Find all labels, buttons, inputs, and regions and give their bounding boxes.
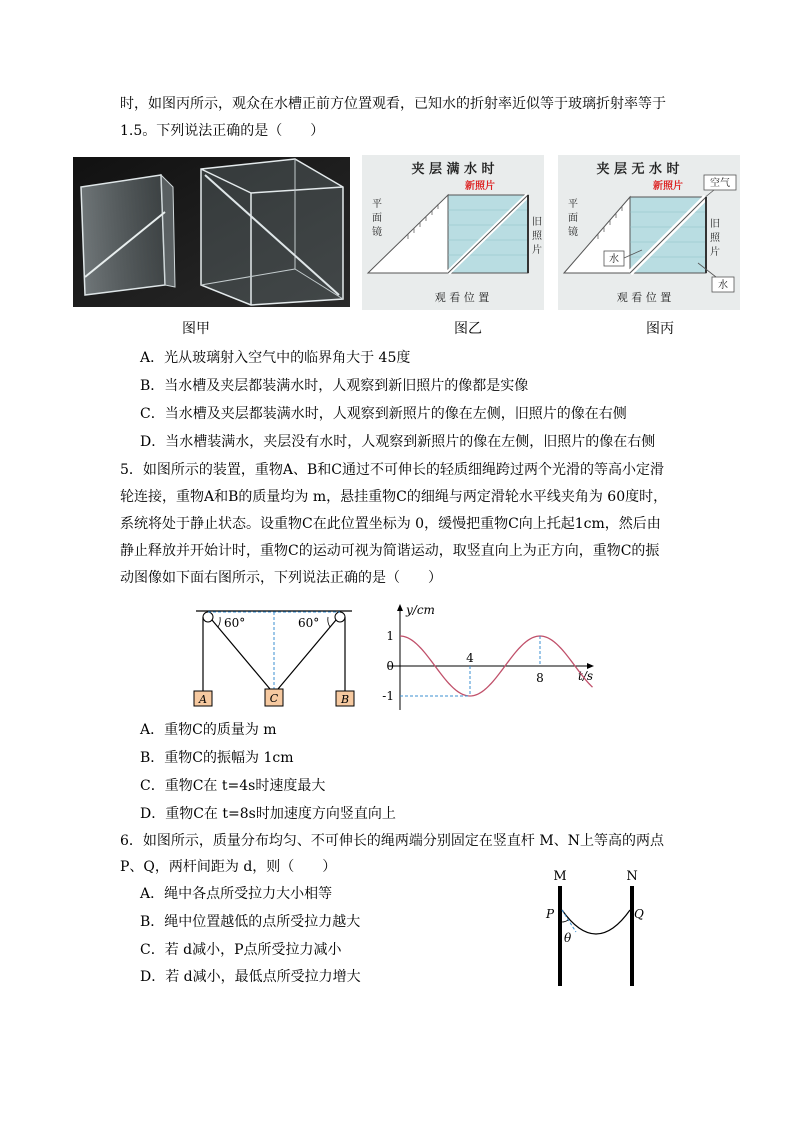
q6-label-theta: θ	[564, 931, 572, 945]
fig-c-old-2: 照	[710, 233, 720, 244]
q5-label-c: C	[269, 692, 279, 705]
x-axis-label: t/s	[578, 669, 594, 683]
y-axis-arrow	[397, 604, 403, 611]
q6-label-n: N	[626, 869, 638, 884]
fig-c-caption: 图丙	[646, 321, 674, 337]
q6-label-p: P	[546, 907, 555, 921]
q4-option-c: C．当水槽及夹层都装满水时，人观察到新照片的像在左侧，旧照片的像在右侧	[140, 406, 627, 422]
q5-option-c: C．重物C在 t=4s时速度最大	[140, 778, 326, 794]
fig-c-water-left: 水	[609, 254, 619, 265]
q5-line3: 系统将处于静止状态。设重物C在此位置坐标为 0，缓慢把重物C向上托起1cm，然后由	[120, 516, 661, 532]
fig-b-mirror-2: 面	[372, 213, 382, 224]
y-tick-label: 0	[386, 659, 394, 673]
q6-line2: P、Q，两杆间距为 d，则（ ）	[120, 859, 337, 875]
fig-b-title: 夹 层 满 水 时	[411, 162, 495, 177]
q6-option-d: D．若 d减小，最低点所受拉力增大	[140, 969, 361, 985]
q5-option-b: B．重物C的振幅为 1cm	[140, 750, 294, 766]
q5-angle-right: 60°	[298, 616, 320, 630]
q5-line2: 轮连接，重物A和B的质量均为 m，悬挂重物C的细绳与两定滑轮水平线夹角为 60度时，	[120, 489, 668, 505]
fig-b-old-1: 旧	[532, 217, 542, 228]
fig-b-diagram	[362, 155, 544, 310]
q4-option-a: A．光从玻璃射入空气中的临界角大于 45度	[140, 350, 411, 366]
q5-pulley-figure	[188, 605, 360, 710]
fig-c-mirror-3: 镜	[568, 227, 578, 238]
q5-line1: 5．如图所示的装置，重物A、B和C通过不可伸长的轻质细绳跨过两个光滑的等高小定滑	[120, 462, 665, 478]
q5-label-a: A	[199, 693, 207, 706]
q5-line4: 静止释放并开始计时，重物C的运动可视为简谐运动，取竖直向上为正方向，重物C的振	[120, 543, 660, 559]
x-tick-label: 8	[536, 671, 544, 685]
q6-label-q: Q	[634, 907, 644, 921]
fig-b-caption: 图乙	[454, 321, 482, 337]
q6-option-c: C．若 d减小，P点所受拉力减小	[140, 942, 342, 958]
q6-rope-figure	[536, 862, 648, 988]
q6-option-b: B．绳中位置越低的点所受拉力越大	[140, 914, 361, 930]
q4-intro-line1: 时，如图丙所示，观众在水槽正前方位置观看，已知水的折射率近似等于玻璃折射率等于	[120, 96, 666, 112]
y-axis-label: y/cm	[406, 603, 435, 617]
q5-option-d: D．重物C在 t=8s时加速度方向竖直向上	[140, 806, 396, 822]
q4-option-d: D．当水槽装满水，夹层没有水时，人观察到新照片的像在左侧，旧照片的像在右侧	[140, 434, 656, 450]
q5-vibration-chart	[368, 598, 600, 716]
q6-label-m: M	[553, 869, 567, 884]
q5-angle-left: 60°	[224, 616, 246, 630]
fig-c-air: 空气	[710, 178, 730, 189]
fig-b-old-2: 照	[532, 231, 542, 242]
q4-intro-line2: 1.5。下列说法正确的是（ ）	[120, 123, 325, 139]
fig-b-old-3: 片	[532, 245, 542, 256]
fig-c-diagram	[558, 155, 740, 310]
q5-option-a: A．重物C的质量为 m	[140, 722, 277, 738]
q4-option-b: B．当水槽及夹层都装满水时，人观察到新旧照片的像都是实像	[140, 378, 529, 394]
q5-line5: 动图像如下面右图所示，下列说法正确的是（ ）	[120, 570, 442, 586]
fig-b-new-photo: 新照片	[465, 181, 495, 192]
x-tick-label: 4	[466, 651, 474, 665]
y-tick-label: 1	[386, 629, 394, 643]
fig-b-mirror-3: 镜	[372, 227, 382, 238]
fig-a-caption: 图甲	[182, 321, 210, 337]
y-tick-label: -1	[382, 689, 394, 703]
fig-b-mirror-1: 平	[372, 199, 382, 210]
fig-c-new-photo: 新照片	[653, 181, 683, 192]
fig-c-title: 夹 层 无 水 时	[596, 162, 680, 177]
q5-label-b: B	[340, 693, 350, 706]
fig-c-water-right: 水	[718, 280, 728, 291]
fig-c-mirror-1: 平	[568, 199, 578, 210]
fig-c-mirror-2: 面	[568, 213, 578, 224]
fig-a-photo	[73, 157, 350, 307]
fig-b-view-pos: 观 看 位 置	[434, 291, 490, 304]
fig-c-old-3: 片	[710, 247, 720, 258]
q6-option-a: A．绳中各点所受拉力大小相等	[140, 886, 333, 902]
fig-c-view-pos: 观 看 位 置	[616, 291, 672, 304]
q6-line1: 6．如图所示，质量分布均匀、不可伸长的绳两端分别固定在竖直杆 M、N上等高的两点	[120, 833, 664, 849]
fig-c-old-1: 旧	[710, 219, 720, 230]
